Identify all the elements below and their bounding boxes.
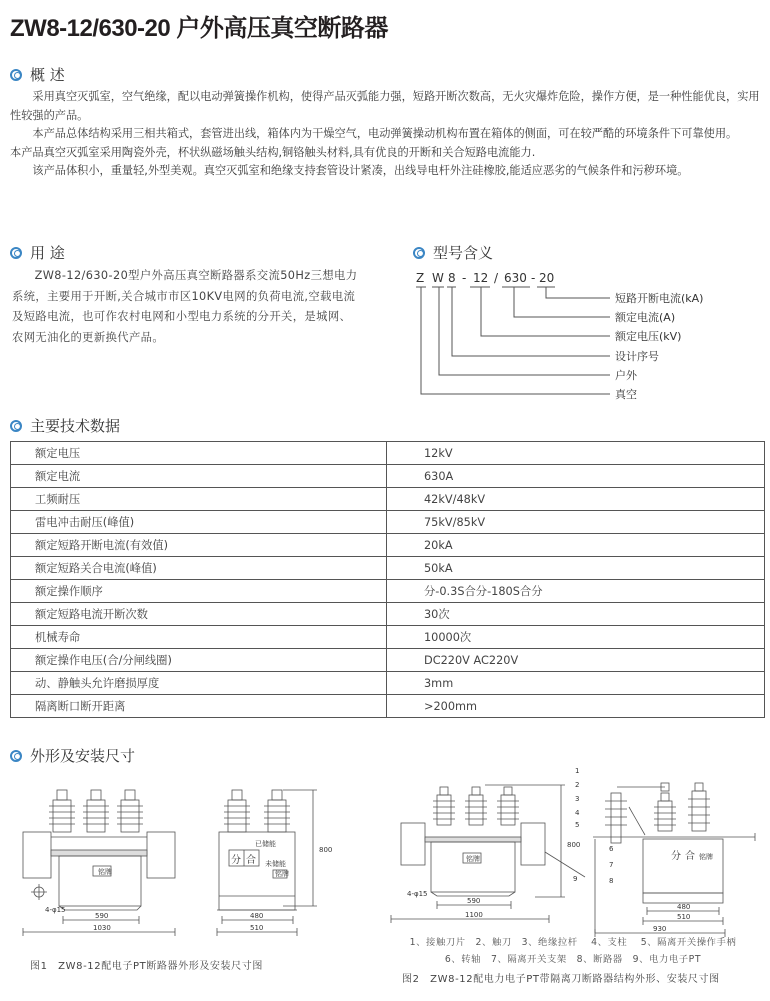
close-indicator: 合 [685,851,695,862]
bushing-icon [433,787,455,825]
overview-paragraph: 本产品总体结构采用三相共箱式，套管进出线，箱体内为干燥空气，电动弹簧操动机构布置在箱体的侧面，可在较严酷的环境条件下可靠使用。 [32,127,738,141]
callout-number: 2 [575,781,580,789]
spec-name: 额定短路电流开断次数 [11,603,387,626]
table-row [11,672,765,695]
bushing-icon [224,790,250,832]
charged-label: 已储能 [255,840,276,848]
usage-paragraph: ZW8-12/630-20型户外高压真空断路器系交流50Hz三想电力系统，主要用于开断,关合城市市区10KV电网的负荷电流,空载电流及短路电流，也可作农村电网和小型电力系统的分开关，是城网、农网无油化的更新换代产品。 [12,269,358,344]
spec-value: >200mm [387,695,765,718]
table-row [11,511,765,534]
legend-line: 6、转轴 7、隔离开关支架 8、断路器 9、电力电子PT [444,954,702,965]
nameplate-label: 铭牌 [699,853,713,861]
spec-name: 额定电压 [11,442,387,465]
spec-value: 分-0.3S合分-180S合分 [387,580,765,603]
close-indicator: 合 [246,855,256,866]
callout-number: 6 [609,845,614,853]
bushing-icon [117,790,143,832]
callout-number: 5 [575,821,580,829]
bushing-icon [465,787,487,825]
spec-value: 50kA [387,557,765,580]
section-dimensions-title: 外形及安装尺寸 [30,747,136,765]
table-row [11,442,765,465]
callout-number: 3 [575,795,580,803]
table-row [11,557,765,580]
usage-text [12,266,362,348]
spec-value: 42kV/48kV [387,488,765,511]
spec-name: 额定短路关合电流(峰值) [11,557,387,580]
callout-number: 4 [575,809,580,817]
model-meaning: 额定电流(A) [615,311,676,324]
overview-text [10,88,762,181]
table-row [11,626,765,649]
section-model-title: 型号含义 [433,244,494,262]
callout-number: 7 [609,861,614,869]
figure1-caption: 图1 ZW8-12配电子PT断路器外形及安装尺寸图 [30,961,263,972]
section-usage-heading [10,242,65,263]
table-row [11,649,765,672]
code-part: / [494,271,499,285]
code-part: Z [416,271,425,285]
bushing-icon [497,787,519,825]
bushing-icon [264,790,290,832]
bushing-icon [654,793,676,831]
spec-name: 动、静触头允许磨损厚度 [11,672,387,695]
hole-label: 4-φ15 [45,906,66,914]
model-meaning: 户外 [615,369,637,382]
section-dimensions-heading [10,745,135,766]
table-row [11,488,765,511]
spec-value: 630A [387,465,765,488]
model-code-diagram [410,262,720,407]
spec-value: 3mm [387,672,765,695]
dim-label: 590 [95,912,109,920]
spec-name: 工频耐压 [11,488,387,511]
spec-name: 额定操作顺序 [11,580,387,603]
code-part: 630 [504,271,527,285]
spec-name: 额定操作电压(合/分闸线圈) [11,649,387,672]
dim-label: 590 [467,897,481,905]
model-meaning: 短路开断电流(kA) [615,292,704,305]
uncharged-label: 未储能 [265,860,286,868]
section-bullet-icon [10,420,22,432]
open-indicator: 分 [671,851,681,862]
overview-paragraph: 采用真空灭弧室，空气绝缘，配以电动弹簧操作机构，使得产品灭弧能力强，短路开断次数高，无火灾爆炸危险，操作方便，是一种性能优良，实用性较强的产品。 [10,90,760,122]
spec-name: 机械寿命 [11,626,387,649]
spec-name: 隔离断口断开距离 [11,695,387,718]
callout-number: 8 [609,877,614,885]
dim-label: 480 [677,903,691,911]
dim-label: 480 [250,912,264,920]
figure2-legend [378,934,768,968]
dim-label: 510 [677,913,691,921]
spec-value: 12kV [387,442,765,465]
code-part: - [531,271,536,285]
section-bullet-icon [10,750,22,762]
nameplate-label: 铭牌 [466,855,480,863]
model-meaning: 额定电压(kV) [615,330,682,343]
open-indicator: 分 [231,855,241,866]
dim-label: 800 [319,846,333,854]
spec-value: 30次 [387,603,765,626]
callout-number: 9 [573,875,578,883]
section-bullet-icon [413,247,425,259]
page-title: ZW8-12/630-20 户外高压真空断路器 [10,15,388,42]
table-row [11,580,765,603]
table-row [11,695,765,718]
spec-value: 20kA [387,534,765,557]
overview-paragraph: 本产品真空灭弧室采用陶瓷外壳，杯状纵磁场触头结构,铜铬触头材料,具有优良的开断和关合短路电流能力. [10,145,536,159]
model-meaning: 真空 [615,388,637,401]
nameplate-label: 铭牌 [98,868,112,876]
dim-label: 930 [653,925,667,933]
hole-label: 4-φ15 [407,890,428,898]
spec-table [10,441,765,718]
code-part: 12 [473,271,489,285]
section-overview-heading [10,64,65,85]
section-bullet-icon [10,247,22,259]
table-row [11,465,765,488]
section-usage-title: 用 途 [30,244,65,262]
section-bullet-icon [10,69,22,81]
code-part: 20 [539,271,555,285]
bushing-icon [49,790,75,832]
figure2-drawing [385,757,765,937]
spec-name: 额定电流 [11,465,387,488]
section-overview-title: 概 述 [30,66,65,84]
table-row [11,603,765,626]
bushing-icon [83,790,109,832]
overview-paragraph: 该产品体积小，重量轻,外型美观。真空灭弧室和绝缘支持套管设计紧凑，出线导电杆外注硅橡胶,能适应恶劣的气候条件和污秽环境。 [32,164,689,178]
spec-name: 雷电冲击耐压(峰值) [11,511,387,534]
dim-label: 510 [250,924,264,932]
code-part: - [462,271,467,285]
table-row [11,534,765,557]
spec-value: DC220V AC220V [387,649,765,672]
spec-value: 10000次 [387,626,765,649]
model-meaning: 设计序号 [615,350,659,363]
spec-value: 75kV/85kV [387,511,765,534]
figure1-drawing [15,782,345,942]
section-specs-title: 主要技术数据 [30,417,121,435]
code-part: W [432,271,444,285]
bushing-icon [688,783,710,831]
spec-name: 额定短路开断电流(有效值) [11,534,387,557]
dim-label: 800 [567,841,581,849]
dim-label: 1030 [93,924,111,932]
callout-number: 1 [575,767,580,775]
dim-label: 1100 [465,911,483,919]
nameplate-label: 铭牌 [275,870,289,878]
code-part: 8 [448,271,456,285]
figure2-caption: 图2 ZW8-12配电力电子PT带隔离刀断路器结构外形、安装尺寸图 [402,974,720,985]
section-model-heading [413,242,493,263]
legend-line: 1、接触刀片 2、触刀 3、绝缘拉杆 4、支柱 5、隔离开关操作手柄 [409,937,737,948]
section-specs-heading [10,415,120,436]
